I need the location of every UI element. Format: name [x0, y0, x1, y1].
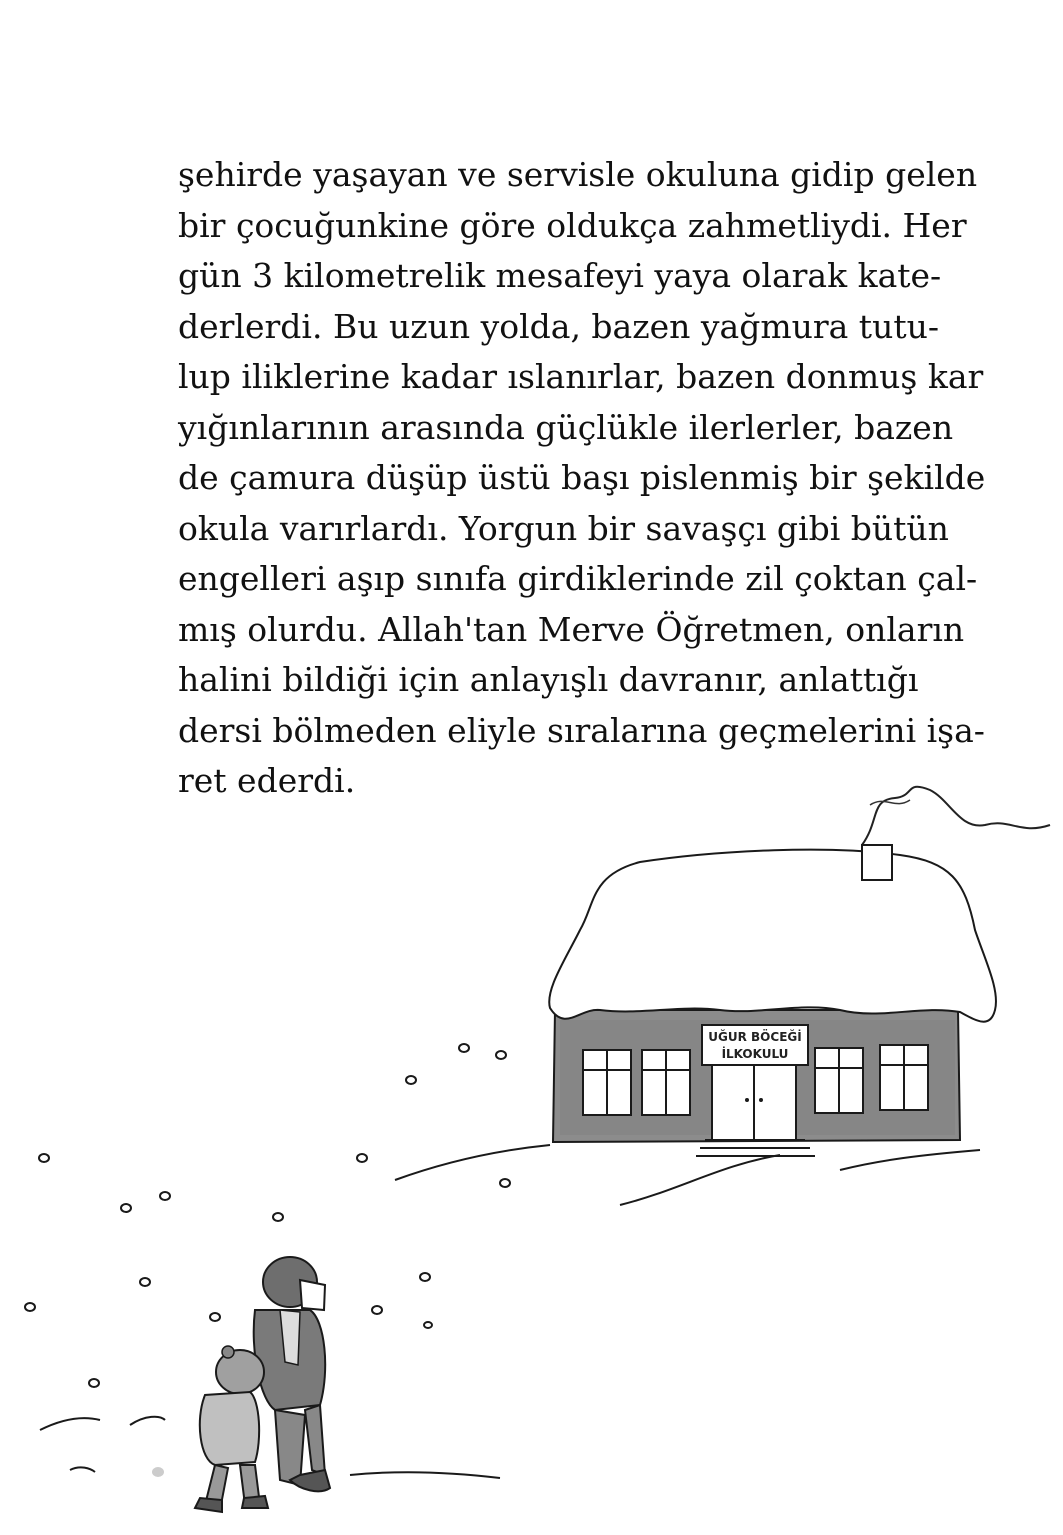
window-right-2: [880, 1045, 928, 1110]
child-figure: [195, 1346, 268, 1512]
window-right-1: [815, 1048, 863, 1113]
window-left-1: [583, 1050, 631, 1115]
text-line: şehirde yaşayan ve servisle okuluna gidip gelen: [178, 155, 978, 194]
snow-roof: [549, 850, 996, 1022]
text-line: okula varırlardı. Yorgun bir savaşçı gibi bütün: [178, 508, 949, 548]
text-line: mış olurdu. Allah'tan Merve Öğretmen, onların: [178, 609, 965, 649]
text-line: halini bildiği için anlayışlı davranır, anlattığı: [178, 660, 919, 699]
snow-ground: [395, 1145, 550, 1180]
text-line: derlerdi. Bu uzun yolda, bazen yağmura tutu-: [178, 306, 939, 346]
school-sign: [702, 1025, 808, 1065]
text-line: dersi bölmeden eliyle sıralarına geçmelerini işa-: [178, 710, 985, 750]
text-line: bir çocuğunkine göre oldukça zahmetliydi. Her: [178, 205, 967, 245]
window-left-2: [642, 1050, 690, 1115]
text-line: gün 3 kilometrelik mesafeyi yaya olarak kate-: [178, 256, 942, 295]
adult-figure: [254, 1257, 330, 1491]
school-sign-line1: UĞUR BÖCEĞİ: [708, 1030, 802, 1044]
chimney-smoke: [862, 787, 1050, 845]
school-door: [712, 1065, 796, 1140]
text-line: engelleri aşıp sınıfa girdiklerinde zil çoktan çal-: [178, 559, 978, 598]
body-paragraph: [178, 150, 986, 807]
school-building: [549, 845, 996, 1156]
text-line: de çamura düşüp üstü başı pislenmiş bir şekilde: [178, 458, 986, 497]
text-line: ret ederdi.: [178, 761, 356, 800]
text-line: lup iliklerine kadar ıslanırlar, bazen donmuş kar: [178, 357, 984, 396]
chimney: [862, 845, 892, 880]
snowy-school-illustration: [0, 780, 1063, 1535]
text-line: yığınlarının arasında güçlükle ilerlerler, bazen: [178, 407, 954, 447]
school-sign-line2: İLKOKULU: [721, 1047, 789, 1061]
